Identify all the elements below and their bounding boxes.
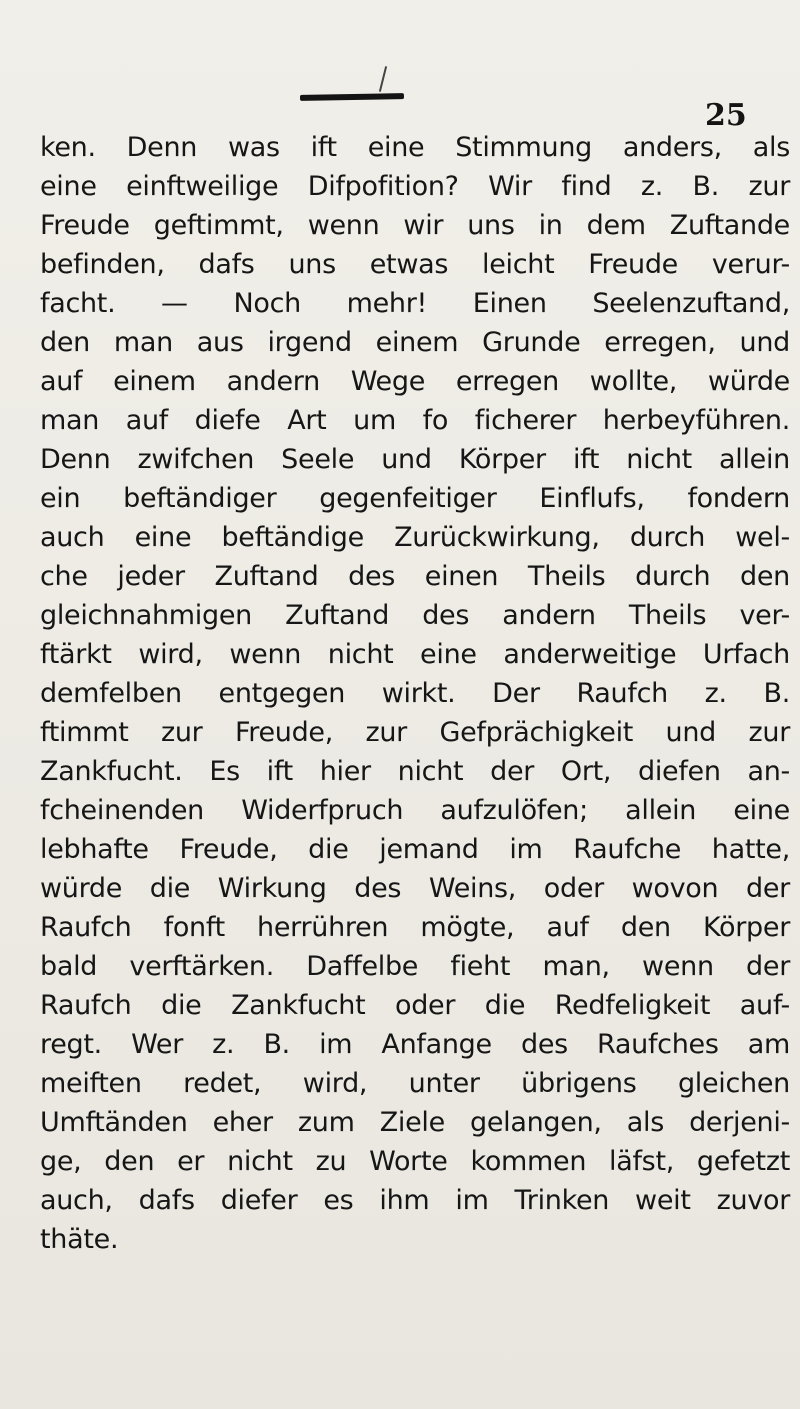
text-line: befinden, dafs uns etwas leicht Freude verur- [40,249,790,280]
text-line-last: thäte. [40,1224,119,1255]
text-line: auch, dafs diefer es ihm im Trinken weit zuvor [40,1185,790,1216]
text-line: Raufch die Zankfucht oder die Redfeligkeit auf- [40,990,790,1021]
text-line: facht. — Noch mehr! Einen Seelenzuftand, [40,288,790,319]
text-line: auf einem andern Wege erregen wollte, würde [40,366,790,397]
ink-mark [379,66,387,92]
text-line: fcheinenden Widerfpruch aufzulöfen; allein eine [40,795,790,826]
text-line: auch eine beftändige Zurückwirkung, durch wel- [40,522,790,553]
text-line: bald verftärken. Daffelbe fieht man, wenn der [40,951,790,982]
page-number: 25 [705,98,747,133]
text-line: ein beftändiger gegenfeitiger Einflufs, fondern [40,483,790,514]
text-line: ftimmt zur Freude, zur Gefprächigkeit und zur [40,717,790,748]
text-line: regt. Wer z. B. im Anfange des Raufches am [40,1029,790,1060]
text-line: ftärkt wird, wenn nicht eine anderweitige Urfach [40,639,790,670]
text-line: ken. Denn was ift eine Stimmung anders, als [40,132,790,163]
text-line: den man aus irgend einem Grunde erregen, und [40,327,790,358]
text-line: Umftänden eher zum Ziele gelangen, als derjeni- [40,1107,790,1138]
text-line: meiften redet, wird, unter übrigens gleichen [40,1068,790,1099]
text-line: eine einftweilige Difpofition? Wir find z. B. zur [40,171,790,202]
body-text [40,128,790,1259]
text-line: lebhafte Freude, die jemand im Raufche hatte, [40,834,790,865]
text-line: Freude geftimmt, wenn wir uns in dem Zuftande [40,210,790,241]
text-line: Denn zwifchen Seele und Körper ift nicht allein [40,444,790,475]
text-line: gleichnahmigen Zuftand des andern Theils ver- [40,600,790,631]
header-rule-mark [300,93,404,101]
text-line: man auf diefe Art um fo ficherer herbeyführen. [40,405,790,436]
text-line: che jeder Zuftand des einen Theils durch den [40,561,790,592]
text-line: Raufch fonft herrühren mögte, auf den Körper [40,912,790,943]
text-line: Zankfucht. Es ift hier nicht der Ort, diefen an- [40,756,790,787]
text-line: würde die Wirkung des Weins, oder wovon der [40,873,790,904]
text-line: ge, den er nicht zu Worte kommen läfst, gefetzt [40,1146,790,1177]
text-line: demfelben entgegen wirkt. Der Raufch z. B. [40,678,790,709]
